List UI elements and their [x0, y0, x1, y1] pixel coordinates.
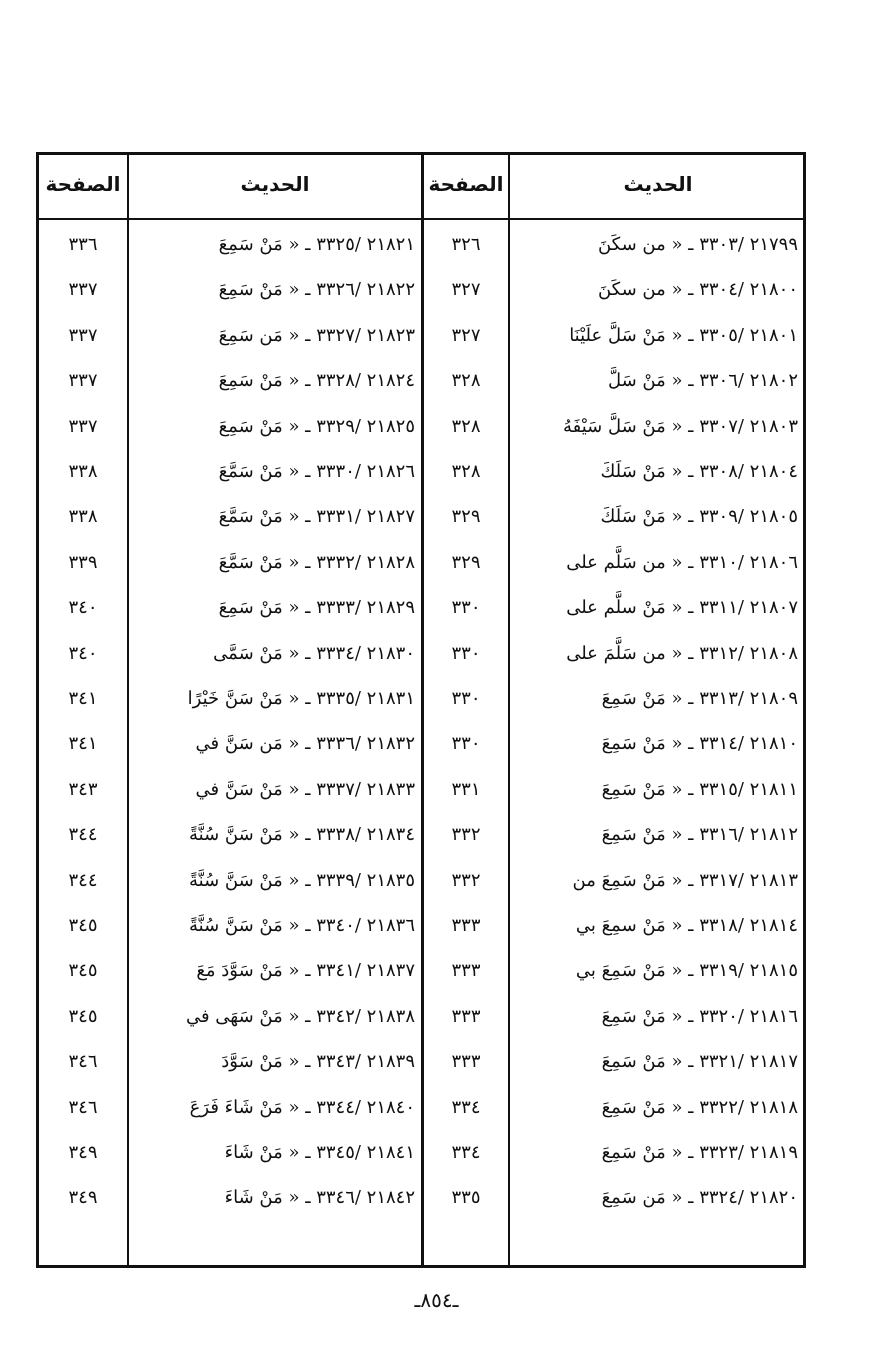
page-ref: ٣٢٨: [451, 416, 481, 437]
hadith-entry: ٢١٨٠٩ /٣٣١٣ ـ « مَنْ سَمِعَ: [601, 688, 798, 709]
page-ref: ٣٢٩: [451, 552, 481, 573]
hadith-entry: ٢١٨٣٩ /٣٣٤٣ ـ « مَنْ سَوَّدَ: [221, 1051, 415, 1072]
header-page-left: الصفحة: [45, 172, 121, 196]
hadith-entry: ٢١٨٠٧ /٣٣١١ ـ « مَنْ سلَّم على: [566, 597, 798, 618]
page-ref: ٣٣٧: [68, 279, 98, 300]
hadith-entry: ٢١٨٣٦ /٣٣٤٠ ـ « مَنْ سَنَّ سُنَّةً: [189, 915, 415, 936]
page-ref: ٣٤٩: [68, 1187, 98, 1208]
header-divider: [36, 218, 806, 220]
hadith-entry: ٢١٨٣١ /٣٣٣٥ ـ « مَنْ سَنَّ خَيْرًا: [187, 688, 415, 709]
hadith-entry: ٢١٨٢٢ /٣٣٢٦ ـ « مَنْ سَمِعَ: [218, 279, 415, 300]
page-ref: ٣٣٤: [451, 1097, 481, 1118]
page-ref: ٣٣٣: [451, 960, 481, 981]
page-ref: ٣٣٤: [451, 1142, 481, 1163]
hadith-entry: ٢١٨٢٦ /٣٣٣٠ ـ « مَنْ سَمَّعَ: [218, 461, 415, 482]
page-ref: ٣٣٠: [451, 733, 481, 754]
hadith-entry: ٢١٨٣٠ /٣٣٣٤ ـ « مَنْ سَمَّى: [213, 643, 415, 664]
page-ref: ٣٤٦: [68, 1097, 98, 1118]
hadith-entry: ٢١٨٢٤ /٣٣٢٨ ـ « مَنْ سَمِعَ: [218, 370, 415, 391]
header-hadith-right: الحديث: [623, 172, 693, 196]
page-ref: ٣٤٠: [68, 643, 98, 664]
hadith-entry: ٢١٧٩٩ /٣٣٠٣ ـ « من سكَنَ: [597, 234, 798, 255]
hadith-entry: ٢١٨١٨ /٣٣٢٢ ـ « مَنْ سَمِعَ: [601, 1097, 798, 1118]
hadith-entry: ٢١٨٠٣ /٣٣٠٧ ـ « مَنْ سَلَّ سَيْفَهُ: [562, 416, 798, 437]
hadith-entry: ٢١٨١٠ /٣٣١٤ ـ « مَنْ سَمِعَ: [601, 733, 798, 754]
page-ref: ٣٢٦: [451, 234, 481, 255]
hadith-entry: ٢١٨٢٠ /٣٣٢٤ ـ « مَن سَمِعَ: [601, 1187, 798, 1208]
page-ref: ٣٢٧: [451, 279, 481, 300]
page-ref: ٣٣٨: [68, 506, 98, 527]
page-ref: ٣٣٧: [68, 370, 98, 391]
header-page-right: الصفحة: [428, 172, 504, 196]
hadith-entry: ٢١٨١٥ /٣٣١٩ ـ « مَنْ سَمِعَ بي: [575, 960, 798, 981]
page-ref: ٣٣٢: [451, 870, 481, 891]
page-ref: ٣٤١: [68, 733, 98, 754]
column-divider: [508, 152, 510, 1268]
page-ref: ٣٣٧: [68, 325, 98, 346]
page-ref: ٣٣٣: [451, 1006, 481, 1027]
page-ref: ٣٣٥: [451, 1187, 481, 1208]
hadith-entry: ٢١٨٠٥ /٣٣٠٩ ـ « مَنْ سَلَكَ: [600, 506, 798, 527]
hadith-entry: ٢١٨٣٢ /٣٣٣٦ ـ « مَن سَنَّ في: [195, 733, 415, 754]
page-ref: ٣٢٧: [451, 325, 481, 346]
page-ref: ٣٢٨: [451, 461, 481, 482]
page-ref: ٣٤٩: [68, 1142, 98, 1163]
page-ref: ٣٣٧: [68, 416, 98, 437]
hadith-entry: ٢١٨٣٥ /٣٣٣٩ ـ « مَنْ سَنَّ سُنَّةً: [189, 870, 415, 891]
hadith-entry: ٢١٨٠٠ /٣٣٠٤ ـ « من سكَنَ: [597, 279, 798, 300]
page-ref: ٣٤٤: [68, 870, 98, 891]
hadith-entry: ٢١٨٢٨ /٣٣٣٢ ـ « مَنْ سَمَّعَ: [218, 552, 415, 573]
page-number: ـ٨٥٤ـ: [414, 1288, 459, 1312]
page-ref: ٣٣٣: [451, 915, 481, 936]
hadith-entry: ٢١٨٣٧ /٣٣٤١ ـ « مَنْ سَوَّدَ مَعَ: [196, 960, 415, 981]
page-ref: ٣٤٦: [68, 1051, 98, 1072]
page-ref: ٣٤٤: [68, 824, 98, 845]
page-ref: ٣٤٠: [68, 597, 98, 618]
page-ref: ٣٣١: [451, 779, 481, 800]
hadith-entry: ٢١٨٣٨ /٣٣٤٢ ـ « مَنْ سَهَى في: [185, 1006, 415, 1027]
page-ref: ٣٣٣: [451, 1051, 481, 1072]
hadith-entry: ٢١٨٤٢ /٣٣٤٦ ـ « مَنْ شَاءَ: [224, 1187, 415, 1208]
column-divider: [127, 152, 129, 1268]
hadith-entry: ٢١٨٢٥ /٣٣٢٩ ـ « مَنْ سَمِعَ: [218, 416, 415, 437]
page-ref: ٣٣٠: [451, 688, 481, 709]
hadith-entry: ٢١٨٢٩ /٣٣٣٣ ـ « مَنْ سَمِعَ: [218, 597, 415, 618]
page-ref: ٣٣٦: [68, 234, 98, 255]
hadith-entry: ٢١٨٢١ /٣٣٢٥ ـ « مَنْ سَمِعَ: [218, 234, 415, 255]
page-ref: ٣٣٢: [451, 824, 481, 845]
hadith-entry: ٢١٨٢٣ /٣٣٢٧ ـ « مَن سَمِعَ: [218, 325, 415, 346]
hadith-entry: ٢١٨٠٤ /٣٣٠٨ ـ « مَنْ سَلَكَ: [600, 461, 798, 482]
page-ref: ٣٢٩: [451, 506, 481, 527]
page-ref: ٣٤٣: [68, 779, 98, 800]
hadith-entry: ٢١٨٠٢ /٣٣٠٦ ـ « مَنْ سَلَّ: [607, 370, 798, 391]
page-ref: ٣٤٥: [68, 960, 98, 981]
hadith-entry: ٢١٨١٧ /٣٣٢١ ـ « مَنْ سَمِعَ: [601, 1051, 798, 1072]
page-ref: ٣٤١: [68, 688, 98, 709]
hadith-entry: ٢١٨١٩ /٣٣٢٣ ـ « مَنْ سَمِعَ: [601, 1142, 798, 1163]
hadith-entry: ٢١٨٤٠ /٣٣٤٤ ـ « مَنْ شَاءَ فَرَعَ: [189, 1097, 415, 1118]
hadith-entry: ٢١٨١٤ /٣٣١٨ ـ « مَنْ سمِعَ بي: [575, 915, 798, 936]
hadith-entry: ٢١٨١٣ /٣٣١٧ ـ « مَنْ سَمِعَ من: [572, 870, 798, 891]
page-ref: ٣٣٠: [451, 643, 481, 664]
hadith-entry: ٢١٨١١ /٣٣١٥ ـ « مَنْ سَمِعَ: [601, 779, 798, 800]
page-ref: ٣٤٥: [68, 1006, 98, 1027]
page-ref: ٣٣٨: [68, 461, 98, 482]
hadith-entry: ٢١٨٠٦ /٣٣١٠ ـ « من سَلَّم على: [566, 552, 798, 573]
hadith-entry: ٢١٨٠١ /٣٣٠٥ ـ « مَنْ سَلَّ علَيْنَا: [569, 325, 798, 346]
hadith-entry: ٢١٨١٦ /٣٣٢٠ ـ « مَنْ سَمِعَ: [601, 1006, 798, 1027]
page-ref: ٣٢٨: [451, 370, 481, 391]
page-ref: ٣٤٥: [68, 915, 98, 936]
hadith-entry: ٢١٨٢٧ /٣٣٣١ ـ « مَنْ سَمَّعَ: [218, 506, 415, 527]
page-ref: ٣٣٠: [451, 597, 481, 618]
hadith-entry: ٢١٨١٢ /٣٣١٦ ـ « مَنْ سَمِعَ: [601, 824, 798, 845]
page-ref: ٣٣٩: [68, 552, 98, 573]
hadith-entry: ٢١٨٣٣ /٣٣٣٧ ـ « مَنْ سَنَّ في: [195, 779, 415, 800]
hadith-entry: ٢١٨٤١ /٣٣٤٥ ـ « مَنْ شَاءَ: [224, 1142, 415, 1163]
header-hadith-left: الحديث: [240, 172, 310, 196]
hadith-entry: ٢١٨٣٤ /٣٣٣٨ ـ « مَنْ سَنَّ سُنَّةً: [189, 824, 415, 845]
hadith-entry: ٢١٨٠٨ /٣٣١٢ ـ « من سَلَّمَ على: [566, 643, 798, 664]
